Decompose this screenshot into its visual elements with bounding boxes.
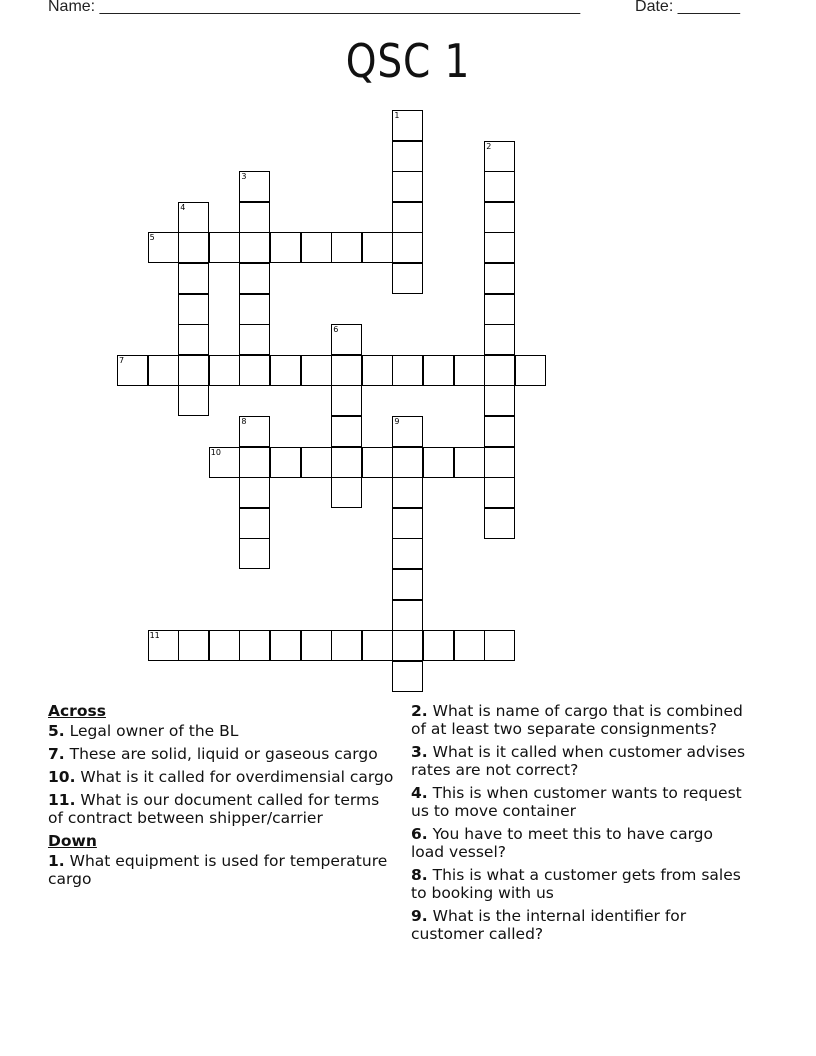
cell-number: 9 (394, 417, 400, 426)
grid-cell[interactable] (484, 508, 515, 539)
grid-cell[interactable] (515, 355, 546, 386)
name-field[interactable]: Name: ______________________________________________________ (48, 0, 581, 15)
grid-cell[interactable] (392, 630, 423, 661)
clue-across-11 (48, 791, 398, 827)
clue-number: 2. (411, 702, 428, 720)
grid-cell[interactable] (331, 416, 362, 447)
clue-text: What is name of cargo that is combined of at least two separate consignments? (411, 702, 743, 738)
grid-cell[interactable] (239, 508, 270, 539)
clue-number: 1. (48, 852, 65, 870)
cell-number: 1 (394, 111, 400, 120)
clue-text: What equipment is used for temperature cargo (48, 852, 388, 888)
grid-cell[interactable] (239, 477, 270, 508)
grid-cell[interactable] (392, 171, 423, 202)
clue-down-3 (411, 743, 751, 779)
cell-number: 11 (149, 631, 160, 641)
clue-number: 7. (48, 745, 65, 763)
cell-number: 6 (333, 325, 339, 335)
clue-number: 4. (411, 784, 428, 802)
clue-text: This is what a customer gets from sales to booking with us (411, 866, 741, 902)
clue-down-1 (48, 852, 398, 888)
clue-text: You have to meet this to have cargo load vessel? (411, 825, 713, 861)
grid-cell[interactable] (148, 355, 179, 386)
clue-text: What is the internal identifier for customer called? (411, 907, 687, 943)
grid-cell[interactable] (423, 355, 454, 386)
down-heading: Down (48, 832, 97, 850)
grid-cell[interactable] (178, 294, 209, 325)
clue-number: 3. (411, 743, 428, 761)
clues-right-column (411, 702, 751, 948)
grid-cell[interactable] (178, 630, 209, 661)
grid-cell[interactable] (239, 263, 270, 294)
cell-number: 5 (149, 233, 155, 243)
grid-cell[interactable] (209, 355, 240, 386)
clues-left-column (48, 702, 398, 893)
clue-down-4 (411, 784, 751, 820)
grid-cell[interactable] (362, 232, 393, 263)
grid-cell[interactable] (484, 447, 515, 478)
clue-number: 8. (411, 866, 428, 884)
grid-cell[interactable] (331, 447, 362, 478)
name-date-line (48, 0, 740, 16)
grid-cell[interactable] (239, 630, 270, 661)
clue-number: 6. (411, 825, 428, 843)
clue-text: This is when customer wants to request us to move container (411, 784, 742, 820)
clue-down-8 (411, 866, 751, 902)
grid-cell[interactable] (484, 630, 515, 661)
grid-cell[interactable] (331, 477, 362, 508)
cell-number: 10 (210, 447, 221, 457)
clue-across-10 (48, 768, 398, 786)
grid-cell[interactable] (484, 355, 515, 386)
grid-cell[interactable] (392, 447, 423, 478)
grid-cell[interactable] (484, 294, 515, 325)
grid-cell[interactable] (239, 232, 270, 263)
grid-cell[interactable] (454, 355, 485, 386)
date-field[interactable]: Date: _______ (635, 0, 740, 15)
cell-number: 3 (241, 172, 247, 182)
grid-cell[interactable] (331, 385, 362, 416)
grid-cell[interactable] (239, 202, 270, 233)
grid-cell[interactable] (454, 630, 485, 661)
clue-across-7 (48, 745, 398, 763)
grid-cell[interactable] (239, 294, 270, 325)
grid-cell[interactable] (484, 477, 515, 508)
grid-cell[interactable] (392, 508, 423, 539)
grid-cell[interactable] (209, 232, 240, 263)
grid-cell[interactable] (392, 355, 423, 386)
grid-cell[interactable] (454, 447, 485, 478)
clue-text: What is our document called for terms of contract between shipper/carrier (48, 791, 380, 827)
clue-down-6 (411, 825, 751, 861)
grid-cell[interactable] (484, 171, 515, 202)
grid-cell[interactable] (392, 232, 423, 263)
clue-number: 5. (48, 722, 65, 740)
grid-cell[interactable] (392, 600, 423, 631)
grid-cell[interactable] (484, 263, 515, 294)
grid-cell[interactable] (392, 661, 423, 692)
grid-cell[interactable] (178, 263, 209, 294)
grid-cell[interactable] (331, 232, 362, 263)
grid-cell[interactable] (301, 232, 332, 263)
grid-cell[interactable] (392, 202, 423, 233)
grid-cell[interactable] (392, 263, 423, 294)
cell-number: 4 (180, 202, 186, 212)
clue-text: What is it called when customer advises rates are not correct? (411, 743, 746, 779)
grid-cell[interactable] (270, 232, 301, 263)
grid-cell[interactable] (331, 355, 362, 386)
grid-cell[interactable] (239, 538, 270, 569)
grid-cell[interactable] (178, 355, 209, 386)
cell-number: 8 (241, 417, 247, 426)
clue-text: What is it called for overdimensial cargo (80, 768, 394, 786)
grid-cell[interactable] (239, 355, 270, 386)
clue-number: 9. (411, 907, 428, 925)
grid-cell[interactable] (484, 202, 515, 233)
grid-cell[interactable] (270, 630, 301, 661)
grid-cell[interactable] (392, 538, 423, 569)
grid-cell[interactable] (301, 630, 332, 661)
clue-down-9 (411, 907, 751, 943)
grid-cell[interactable] (178, 324, 209, 355)
grid-cell[interactable] (331, 630, 362, 661)
page-title: QSC 1 (345, 34, 471, 88)
grid-cell[interactable] (239, 324, 270, 355)
grid-cell[interactable] (484, 232, 515, 263)
grid-cell[interactable] (392, 141, 423, 172)
clue-across-5 (48, 722, 398, 740)
grid-cell[interactable] (362, 447, 393, 478)
clue-text: These are solid, liquid or gaseous cargo (69, 745, 378, 763)
clue-down-2 (411, 702, 751, 738)
grid-cell[interactable] (239, 447, 270, 478)
clue-number: 10. (48, 768, 76, 786)
grid-cell[interactable] (484, 385, 515, 416)
grid-cell[interactable] (484, 416, 515, 447)
grid-cell[interactable] (392, 569, 423, 600)
grid-cell[interactable] (362, 355, 393, 386)
grid-cell[interactable] (301, 355, 332, 386)
clue-number: 11. (48, 791, 76, 809)
grid-cell[interactable] (178, 385, 209, 416)
cell-number: 7 (119, 355, 125, 365)
grid-cell[interactable] (270, 447, 301, 478)
grid-cell[interactable] (392, 477, 423, 508)
grid-cell[interactable] (270, 355, 301, 386)
grid-cell[interactable] (423, 630, 454, 661)
grid-cell[interactable] (301, 447, 332, 478)
across-heading: Across (48, 702, 106, 720)
cell-number: 2 (486, 141, 492, 151)
clue-text: Legal owner of the BL (69, 722, 239, 740)
grid-cell[interactable] (484, 324, 515, 355)
grid-cell[interactable] (178, 232, 209, 263)
grid-cell[interactable] (209, 630, 240, 661)
grid-cell[interactable] (423, 447, 454, 478)
grid-cell[interactable] (362, 630, 393, 661)
